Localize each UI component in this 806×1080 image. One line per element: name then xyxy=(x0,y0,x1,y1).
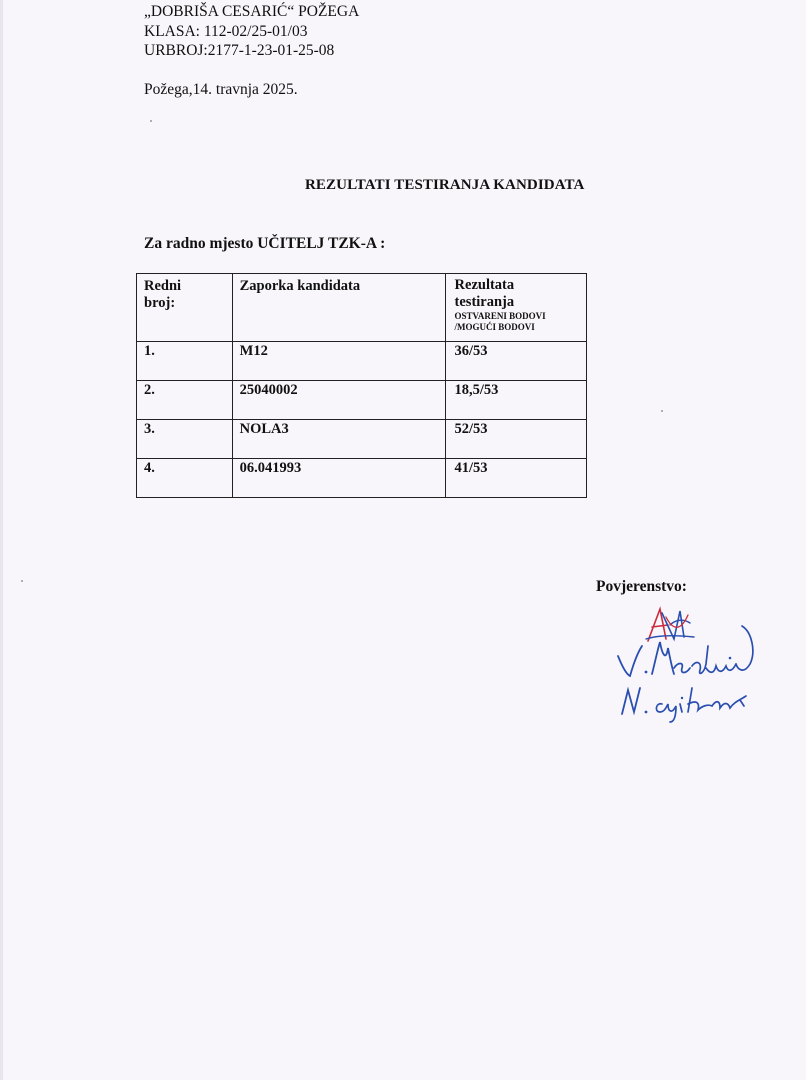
document-date: Požega,14. travnja 2025. xyxy=(144,81,298,98)
header-result-line2: testiranja xyxy=(454,294,515,310)
row-score: 18,5/53 xyxy=(445,381,586,420)
signature-medunic xyxy=(612,618,762,680)
table-header-row xyxy=(137,274,587,342)
document-header xyxy=(144,2,359,61)
scan-edge xyxy=(0,0,3,1080)
position-line: Za radno mjesto UČITELJ TZK-A : xyxy=(144,235,386,252)
scan-speck xyxy=(21,580,23,582)
row-number: 4. xyxy=(137,459,233,498)
header-result-sub1: OSTVARENI BODOVI xyxy=(454,311,546,321)
scan-speck xyxy=(150,120,152,122)
school-name: „DOBRIŠA CESARIĆ“ POŽEGA xyxy=(144,3,360,20)
table-row xyxy=(137,381,587,420)
header-number xyxy=(137,274,233,342)
table-row xyxy=(137,342,587,381)
commission-label: Povjerenstvo: xyxy=(596,578,687,595)
document-title: REZULTATI TESTIRANJA KANDIDATA xyxy=(305,177,585,193)
scan-speck xyxy=(661,410,663,412)
table-row xyxy=(137,459,587,498)
header-number-line2: broj: xyxy=(144,295,176,311)
header-code-label: Zaporka kandidata xyxy=(239,278,361,294)
results-table xyxy=(136,273,587,498)
header-number-line1: Redni xyxy=(144,278,182,294)
row-code: M12 xyxy=(232,342,445,381)
row-code: NOLA3 xyxy=(232,420,445,459)
row-score: 52/53 xyxy=(445,420,586,459)
row-number: 1. xyxy=(137,342,233,381)
row-number: 2. xyxy=(137,381,233,420)
header-result-sub2: /MOGUĆI BODOVI xyxy=(454,322,535,332)
row-code: 25040002 xyxy=(232,381,445,420)
urbroj-line: URBROJ:2177-1-23-01-25-08 xyxy=(144,42,335,59)
row-code: 06.041993 xyxy=(232,459,445,498)
klasa-line: KLASA: 112-02/25-01/03 xyxy=(144,22,308,40)
header-code xyxy=(232,274,445,342)
row-score: 41/53 xyxy=(445,459,586,498)
header-result xyxy=(445,274,586,342)
signature-cvjetkovic xyxy=(616,682,756,724)
row-score: 36/53 xyxy=(445,342,586,381)
row-number: 3. xyxy=(137,420,233,459)
table-row xyxy=(137,420,587,459)
header-result-line1: Rezultata xyxy=(454,277,515,293)
